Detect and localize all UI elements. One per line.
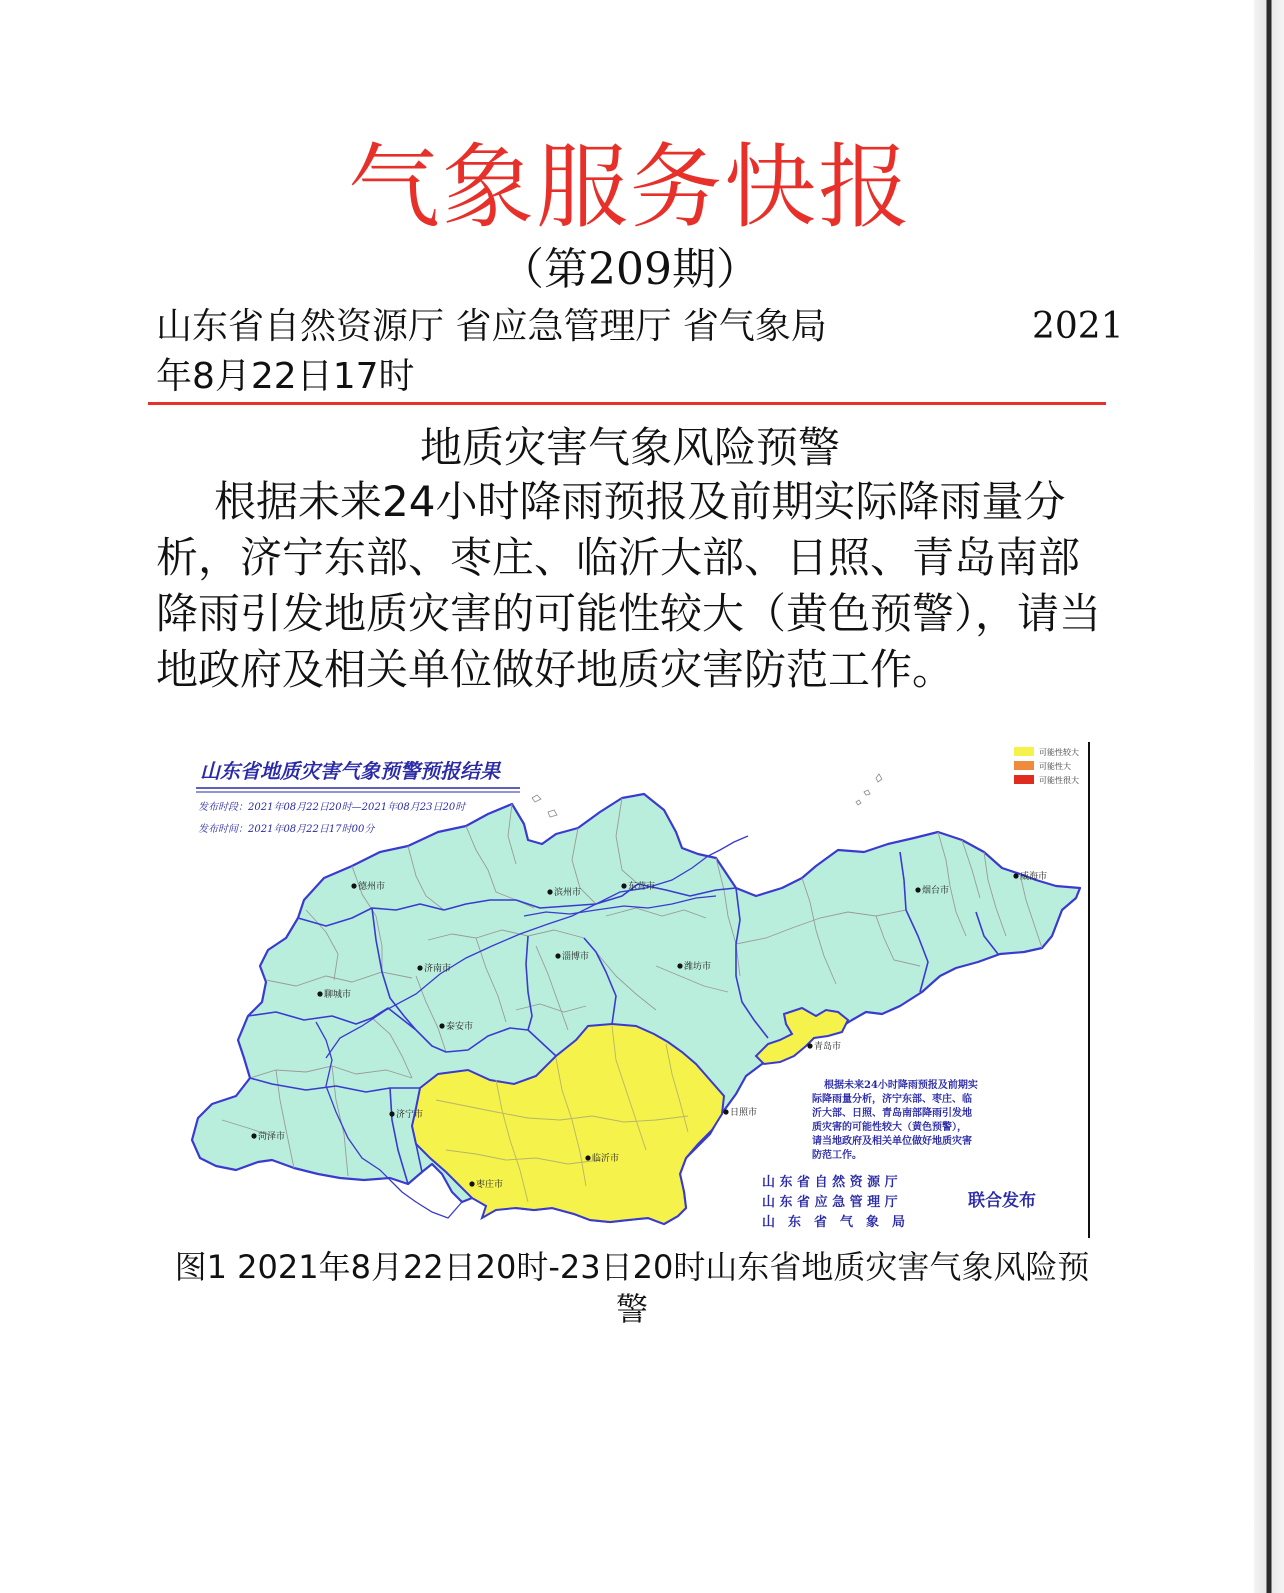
city-label-dezhou: 德州市 <box>358 882 386 892</box>
map-joint-release: 联合发布 <box>968 1191 1036 1211</box>
map-note-line: 质灾害的可能性较大（黄色预警）， <box>812 1122 967 1133</box>
map-note-line: 根据未来24小时降雨预报及前期实 <box>824 1080 978 1091</box>
city-label-yantai: 烟台市 <box>922 886 950 896</box>
bulletin-title: 气象服务快报 <box>347 134 912 241</box>
map-side-rule <box>1088 742 1090 1238</box>
legend-swatch-high <box>1014 747 1034 756</box>
city-label-jinan: 济南市 <box>424 964 452 974</box>
city-label-liaocheng: 聊城市 <box>324 990 352 1000</box>
map-issued-time: 发布时间：2021年08月22日17时00分 <box>198 824 375 835</box>
city-dot-zibo <box>555 953 560 958</box>
city-label-taian: 泰安市 <box>446 1022 474 1032</box>
issue-number: （第209期） <box>500 244 760 295</box>
legend-label-extreme: 可能性很大 <box>1039 776 1079 785</box>
map-note-line: 防范工作。 <box>812 1150 862 1161</box>
map-period: 发布时段：2021年08月22日20时—2021年08月23日20时 <box>198 802 466 813</box>
city-dot-weifang <box>677 963 682 968</box>
city-dot-liaocheng <box>317 991 322 996</box>
map-issuers <box>762 1174 1036 1230</box>
city-dot-rizhao <box>723 1109 728 1114</box>
map-title: 山东省地质灾害气象预警预报结果 <box>200 759 500 783</box>
city-dot-qingdao <box>807 1043 812 1048</box>
city-dot-dezhou <box>351 883 356 888</box>
city-label-qingdao: 青岛市 <box>814 1042 842 1052</box>
city-dot-weihai <box>1013 873 1018 878</box>
city-label-dongying: 东营市 <box>628 882 656 892</box>
header-divider <box>148 402 1106 405</box>
map-note-line: 际降雨量分析，济宁东部、枣庄、临 <box>812 1094 972 1105</box>
map-note-line: 请当地政府及相关单位做好地质灾害 <box>812 1136 972 1147</box>
legend-swatch-very-high <box>1014 761 1034 770</box>
city-dot-yantai <box>915 887 920 892</box>
city-label-heze: 菏泽市 <box>258 1132 286 1142</box>
map-issuer-line: 山 东 省 气 象 局 <box>762 1215 906 1230</box>
issue-year: 2021 <box>1032 306 1124 347</box>
map-note-line: 沂大部、日照、青岛南部降雨引发地 <box>812 1108 972 1119</box>
warning-paragraph: 根据未来24小时降雨预报及前期实际降雨量分析，济宁东部、枣庄、临沂大部、日照、青岛南部降雨引发地质灾害的可能性较大（黄色预警），请当地政府及相关单位做好地质灾害防范工作。 <box>156 477 1102 694</box>
city-label-weihai: 威海市 <box>1020 872 1048 882</box>
map-issuer-line: 山 东 省 应 急 管 理 厅 <box>762 1195 898 1210</box>
city-label-weifang: 潍坊市 <box>684 962 712 972</box>
city-dot-zaozhuang <box>469 1181 474 1186</box>
issuing-agencies: 山东省自然资源厅 省应急管理厅 省气象局 <box>156 306 827 347</box>
warning-map-svg <box>176 740 1090 1238</box>
figure-caption: 图1 2021年8月22日20时-23日20时山东省地质灾害气象风险预警 <box>174 1248 1090 1328</box>
city-label-jining: 济宁市 <box>396 1110 424 1120</box>
city-dot-binzhou <box>547 889 552 894</box>
map-issuer-line: 山 东 省 自 然 资 源 厅 <box>762 1175 898 1190</box>
city-label-rizhao: 日照市 <box>730 1108 758 1118</box>
map-note <box>812 1078 978 1161</box>
legend-label-very-high: 可能性大 <box>1039 762 1071 771</box>
city-label-zibo: 淄博市 <box>562 952 590 962</box>
warning-map <box>176 740 1090 1238</box>
city-dot-dongying <box>621 883 626 888</box>
city-label-zaozhuang: 枣庄市 <box>476 1180 504 1190</box>
map-legend <box>1014 747 1079 785</box>
city-label-binzhou: 滨州市 <box>554 888 582 898</box>
section-heading: 地质灾害气象风险预警 <box>419 423 840 472</box>
city-label-linyi: 临沂市 <box>592 1154 620 1164</box>
issue-date: 年8月22日17时 <box>156 356 415 397</box>
city-dot-jining <box>389 1111 394 1116</box>
legend-swatch-extreme <box>1014 775 1034 784</box>
city-dot-jinan <box>417 965 422 970</box>
city-dot-linyi <box>585 1155 590 1160</box>
offshore-islands <box>532 774 882 817</box>
city-dot-heze <box>251 1133 256 1138</box>
city-dot-taian <box>439 1023 444 1028</box>
legend-label-high: 可能性较大 <box>1039 748 1079 757</box>
